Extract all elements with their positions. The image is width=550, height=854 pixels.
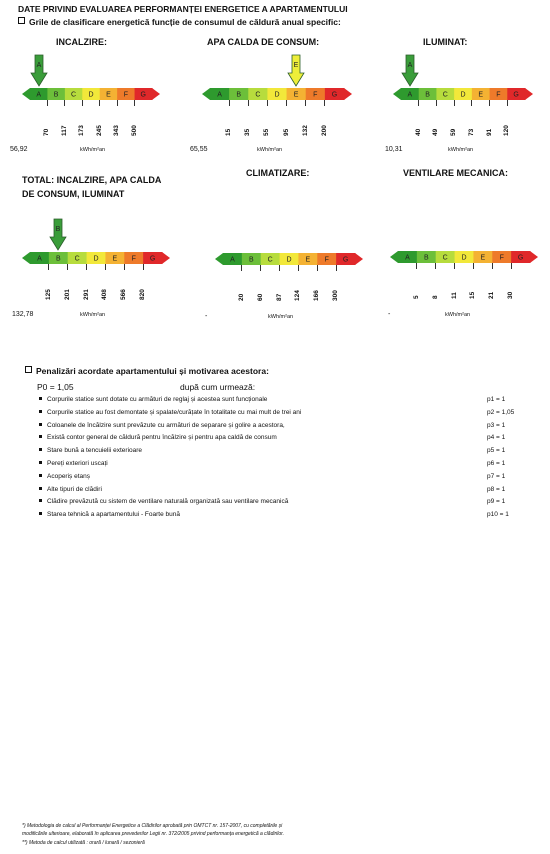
energy-scale-bar [390, 251, 538, 263]
penalty-item [39, 422, 285, 429]
scale-tick [260, 265, 261, 271]
grid-unit: kWh/m²an [268, 314, 294, 320]
grade-letter: F [324, 256, 329, 264]
grid-value: 10,31 [385, 146, 403, 153]
document-title: DATE PRIVIND EVALUAREA PERFORMANȚEI ENERGETICE A APARTAMENTULUI [18, 4, 348, 14]
grade-letter: D [461, 254, 467, 262]
scale-tick [64, 100, 65, 106]
grade-letter: D [286, 256, 292, 264]
scale-tick [418, 100, 419, 106]
penalty-coefficient: p4 = 1 [487, 434, 506, 442]
scale-tick-label: 500 [130, 125, 138, 136]
scale-tick [229, 100, 230, 106]
scale-tick-label: 55 [263, 128, 271, 136]
grid-unit: kWh/m²an [445, 312, 471, 318]
bullet-icon [39, 487, 42, 490]
penalties-heading-text: Penalizări acordate apartamentului și motivarea acestora: [36, 366, 269, 376]
scale-tick [489, 100, 490, 106]
rating-arrow-letter: E [293, 62, 299, 69]
penalty-item [39, 447, 142, 454]
penalty-text: Alte tipuri de clădiri [47, 485, 102, 493]
scale-tick-label: 120 [503, 125, 511, 136]
scale-left-tip [22, 88, 30, 100]
scale-tick [492, 263, 493, 269]
scale-left-tip [22, 252, 30, 264]
grade-letter: G [342, 256, 349, 264]
scale-tick-label: 21 [488, 291, 496, 299]
scale-tick-label: 201 [63, 289, 71, 300]
rating-arrow-icon [288, 55, 304, 87]
grade-letter: D [460, 91, 466, 99]
energy-scale-bar [215, 253, 363, 265]
scale-tick [67, 264, 68, 270]
energy-scale-bar [22, 88, 160, 100]
grid-title-total-line2: DE CONSUM, ILUMINAT [22, 189, 125, 199]
bullet-icon [39, 499, 42, 502]
penalty-coefficient: p7 = 1 [487, 472, 506, 480]
grade-letter: A [230, 256, 235, 264]
rating-arrow-letter: B [55, 226, 61, 233]
grid-value: 132,78 [12, 311, 34, 318]
scale-tick [511, 263, 512, 269]
grade-letter: C [442, 254, 448, 262]
grade-letter: D [93, 255, 99, 263]
scale-right-tip [162, 252, 170, 264]
scale-tick [143, 264, 144, 270]
rating-arrow-letter: A [36, 62, 42, 69]
grade-letter: B [425, 91, 430, 99]
scale-tick-label: 70 [43, 128, 51, 136]
footnote-3: **) Metoda de calcul utilizată : orară / lunară / sezonieră [22, 840, 145, 846]
checkbox-square-icon [25, 366, 32, 373]
scale-tick [82, 100, 83, 106]
penalty-coefficient: p3 = 1 [487, 421, 506, 429]
scale-tick-label: 173 [78, 125, 86, 136]
penalty-coefficient: p1 = 1 [487, 396, 506, 403]
scale-tick-label: 60 [256, 293, 264, 301]
scale-tick [117, 100, 118, 106]
penalty-item [39, 460, 108, 467]
grid-unit: kWh/m²an [80, 147, 106, 153]
scale-left-tip [390, 251, 398, 263]
grade-letter: G [331, 91, 338, 99]
scale-tick-label: 15 [469, 291, 477, 299]
grid-title-total-line1: TOTAL: INCALZIRE, APA CALDA [22, 175, 162, 185]
scale-tick-label: 49 [432, 128, 440, 136]
grade-letter: F [496, 91, 501, 99]
grid-value: 56,92 [10, 146, 28, 153]
bullet-icon [39, 448, 42, 451]
bullet-icon [39, 461, 42, 464]
grid-title-climatizare: CLIMATIZARE: [246, 168, 310, 178]
grade-letter: E [305, 256, 311, 264]
scale-tick-label: 87 [275, 293, 283, 301]
grade-letter: A [37, 255, 42, 263]
grade-letter: C [74, 255, 80, 263]
scale-tick [454, 263, 455, 269]
scale-left-tip [393, 88, 401, 100]
energy-scale-bar [393, 88, 533, 100]
grade-letter: B [55, 255, 61, 263]
scale-tick-label: 166 [313, 290, 321, 301]
scale-tick-label: 408 [101, 289, 109, 300]
scale-tick [435, 263, 436, 269]
grade-letter: G [517, 254, 524, 262]
rating-arrow-letter: A [407, 62, 413, 69]
grade-letter: F [313, 91, 318, 99]
penalties-heading [25, 366, 269, 376]
scale-tick-label: 40 [414, 128, 422, 136]
penalty-coefficient: p9 = 1 [487, 498, 506, 506]
scale-left-tip [202, 88, 210, 100]
energy-scale-bar [22, 252, 170, 264]
footnote-1: *) Metodologia de calcul al Performanței Energetice a Clădirilor aprobată prin OMTCT nr. 157-2007, cu completările și [22, 823, 283, 829]
scale-tick [298, 265, 299, 271]
scale-tick-label: 35 [244, 128, 252, 136]
grade-letter: E [293, 91, 299, 99]
grade-letter: B [423, 254, 429, 262]
grid-unit: kWh/m²an [448, 147, 474, 153]
grade-letter: C [71, 91, 77, 99]
scale-tick-label: 291 [82, 289, 90, 300]
scale-left-tip [215, 253, 223, 265]
grid-title-ventilare: VENTILARE MECANICA: [403, 168, 508, 178]
scale-tick [48, 264, 49, 270]
scale-tick [86, 264, 87, 270]
scale-tick-label: 125 [44, 289, 52, 300]
penalty-coefficient: p2 = 1,05 [487, 408, 515, 416]
bullet-icon [39, 435, 42, 438]
scale-tick-label: 200 [320, 125, 328, 136]
bullet-icon [39, 512, 42, 515]
grade-letter: D [274, 91, 280, 99]
penalty-text: Există contor general de căldură pentru încălzire și pentru apa caldă de consum [47, 434, 277, 442]
scale-tick [47, 100, 48, 106]
grade-letter: B [248, 256, 254, 264]
scale-tick-label: 124 [294, 290, 302, 301]
scale-tick [279, 265, 280, 271]
penalty-text: Coloanele de încălzire sunt prevăzute cu armături de separare și golire a acestora, [47, 421, 285, 429]
grade-letter: D [88, 91, 94, 99]
grade-letter: G [513, 91, 519, 99]
scale-tick [267, 100, 268, 106]
rating-arrow-icon [50, 219, 66, 251]
scale-tick-label: 95 [282, 128, 290, 136]
scale-tick-label: 5 [412, 295, 420, 299]
penalty-text: Acoperiș etanș [47, 472, 90, 480]
grid-section-heading-text: Grile de clasificare energetică funcție de consumul de căldură anual specific: [29, 17, 341, 27]
scale-tick [454, 100, 455, 106]
grade-letter: B [236, 91, 242, 99]
footnote-2: modificările ulterioare, elaborată în aplicarea prevederilor Legii nr. 372/2005 privind performanța energetică a clădirilor. [22, 831, 284, 837]
scale-tick [305, 100, 306, 106]
scale-tick-label: 117 [60, 125, 68, 136]
scale-tick-label: 15 [225, 128, 233, 136]
grade-letter: C [267, 256, 273, 264]
grade-letter: B [53, 91, 59, 99]
scale-tick-label: 820 [139, 289, 147, 300]
grade-letter: F [499, 254, 504, 262]
penalty-text: Stare bună a tencuielii exterioare [47, 447, 143, 455]
scale-tick-label: 20 [237, 293, 245, 301]
penalty-text: Pereți exteriori uscați [47, 460, 108, 467]
grid-unit: kWh/m²an [257, 147, 283, 153]
grade-letter: A [405, 254, 410, 262]
grade-letter: A [217, 91, 222, 99]
penalty-item [39, 473, 90, 480]
scale-tick [286, 100, 287, 106]
scale-tick [317, 265, 318, 271]
scale-tick [324, 100, 325, 106]
penalty-item [39, 409, 301, 416]
bullet-icon [39, 423, 42, 426]
scale-tick [248, 100, 249, 106]
bullet-icon [39, 474, 42, 477]
grade-letter: G [140, 91, 147, 99]
bullet-icon [39, 397, 42, 400]
grid-title-incalzire: INCALZIRE: [56, 37, 107, 47]
scale-tick [416, 263, 417, 269]
penalty-item [39, 396, 267, 403]
penalty-item [39, 486, 102, 493]
grade-letter: G [149, 255, 156, 263]
scale-tick [241, 265, 242, 271]
scale-tick [124, 264, 125, 270]
grid-value: - [205, 313, 208, 320]
grade-letter: C [255, 91, 261, 99]
checkbox-square-icon [18, 17, 25, 24]
scale-tick-label: 132 [301, 125, 309, 136]
penalty-item [39, 434, 277, 441]
grid-title-iluminat: ILUMINAT: [423, 37, 468, 47]
scale-tick-label: 11 [450, 292, 458, 299]
penalty-coefficient: p5 = 1 [487, 447, 506, 455]
grade-letter: E [480, 254, 486, 262]
p0-value: P0 = 1,05 [37, 382, 74, 392]
scale-tick-label: 30 [507, 291, 515, 299]
scale-tick-label: 8 [431, 295, 439, 299]
penalty-text: Corpurile statice au fost demontate și spalate/curățate în totalitate cu mai mult de trei ani [47, 408, 302, 416]
scale-right-tip [344, 88, 352, 100]
rating-arrow-icon [402, 55, 418, 87]
grade-letter: E [106, 91, 111, 99]
rating-arrow-icon [31, 55, 47, 87]
grid-unit: kWh/m²an [80, 312, 106, 318]
grid-title-apa-calda: APA CALDA DE CONSUM: [207, 37, 320, 47]
scale-tick-label: 91 [485, 128, 493, 136]
scale-tick [507, 100, 508, 106]
scale-right-tip [152, 88, 160, 100]
penalty-coefficient: p6 = 1 [487, 460, 506, 467]
grade-letter: A [407, 91, 413, 99]
grade-letter: E [112, 255, 118, 263]
grade-letter: C [442, 91, 448, 99]
scale-tick-label: 343 [113, 125, 121, 136]
penalty-item [39, 498, 288, 505]
bullet-icon [39, 410, 42, 413]
grid-value: - [388, 311, 391, 318]
grid-section-heading [18, 17, 341, 27]
scale-tick-label: 59 [450, 128, 458, 136]
scale-tick [99, 100, 100, 106]
scale-tick-label: 300 [332, 290, 340, 301]
scale-tick [336, 265, 337, 271]
penalty-text: Starea tehnică a apartamentului - Foarte bună [47, 511, 180, 519]
grid-value: 65,55 [190, 146, 208, 153]
penalty-text: Corpurile statice sunt dotate cu armături de reglaj și acestea sunt funcționale [47, 396, 268, 403]
penalty-coefficient: p8 = 1 [487, 485, 506, 493]
penalty-coefficient: p10 = 1 [487, 511, 509, 519]
scale-tick [436, 100, 437, 106]
scale-tick [471, 100, 472, 106]
penalty-text: Clădire prevăzută cu sistem de ventilare naturală organizată sau ventilare mecanică [47, 498, 289, 506]
scale-tick-label: 245 [95, 125, 103, 136]
scale-tick [105, 264, 106, 270]
scale-right-tip [355, 253, 363, 265]
p0-note: după cum urmează: [180, 382, 256, 392]
grade-letter: A [36, 91, 42, 99]
scale-tick-label: 566 [120, 289, 128, 300]
grade-letter: F [131, 255, 136, 263]
grade-letter: E [478, 91, 484, 99]
scale-tick [473, 263, 474, 269]
scale-tick-label: 73 [467, 128, 475, 136]
energy-scale-bar [202, 88, 352, 100]
penalty-item [39, 511, 180, 518]
grade-letter: F [123, 91, 128, 99]
scale-right-tip [530, 251, 538, 263]
scale-tick [134, 100, 135, 106]
scale-right-tip [525, 88, 533, 100]
